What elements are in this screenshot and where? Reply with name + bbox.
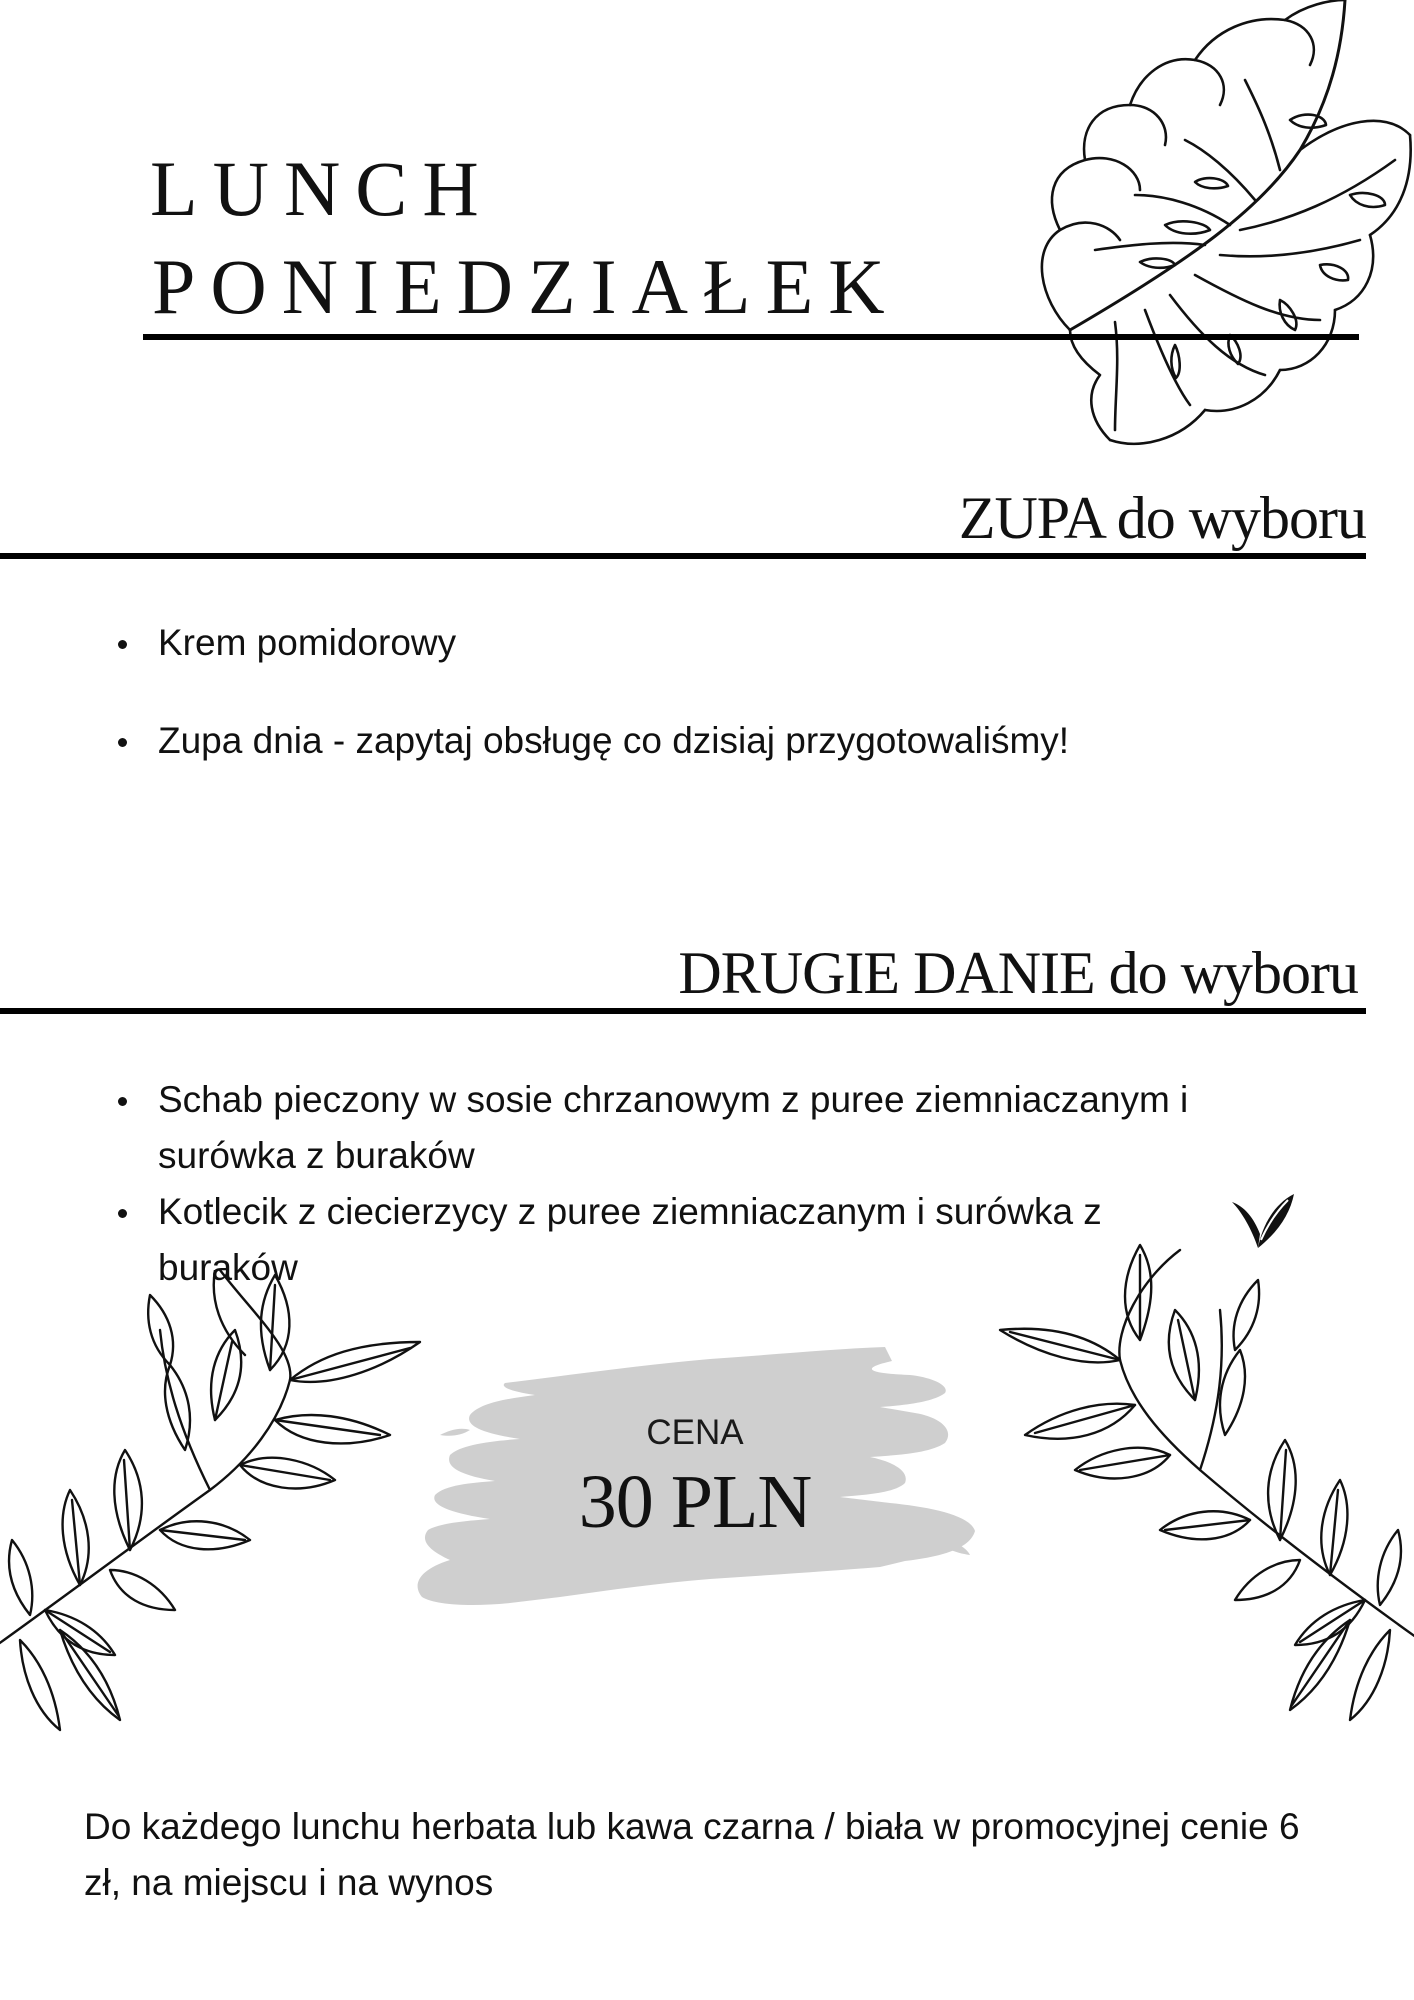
main-section-divider — [0, 1008, 1366, 1014]
olive-branch-right-illustration — [980, 1240, 1414, 1760]
main-section-heading: DRUGIE DANIE do wyboru — [678, 940, 1358, 1006]
soup-section-heading: ZUPA do wyboru — [958, 485, 1366, 551]
olive-branch-left-illustration — [0, 1270, 440, 1760]
list-item: Krem pomidorowy — [118, 615, 1318, 671]
list-item: Zupa dnia - zapytaj obsługę co dzisiaj przygotowaliśmy! — [118, 713, 1318, 769]
list-item: Schab pieczony w sosie chrzanowym z puree ziemniaczanym i surówka z buraków — [118, 1072, 1298, 1184]
title-line-1: LUNCH — [150, 145, 494, 232]
price-block — [410, 1413, 980, 1546]
title-divider — [143, 334, 1359, 340]
soup-list — [118, 615, 1318, 769]
price-value: 30 PLN — [578, 1460, 812, 1544]
soup-section-divider — [0, 553, 1366, 559]
price-label: CENA — [646, 1413, 744, 1452]
list-item: Kotlecik z ciecierzycy z puree ziemniaczanym i surówka z buraków — [118, 1184, 1298, 1296]
footer-note: Do każdego lunchu herbata lub kawa czarna / biała w promocyjnej cenie 6 zł, na miejscu i na wynos — [84, 1806, 1300, 1903]
monstera-leaf-illustration — [990, 0, 1414, 460]
title-line-2: PONIEDZIAŁEK — [152, 243, 900, 330]
